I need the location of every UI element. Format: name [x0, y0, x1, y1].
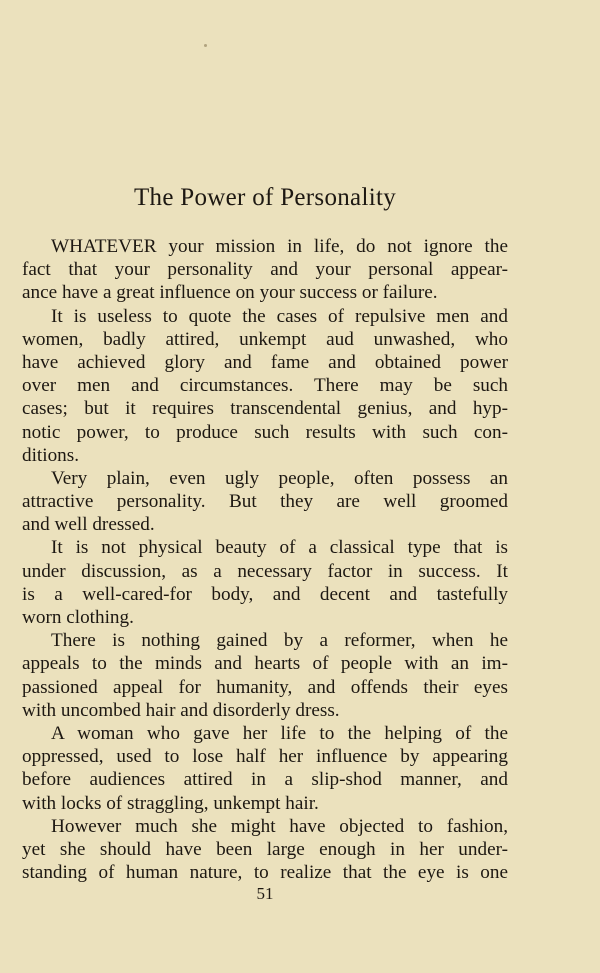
opening-word: WHATEVER [51, 236, 157, 257]
text-line: yet she should have been large enough in her under- [22, 838, 508, 860]
text-line: and well dressed. [22, 514, 155, 536]
text-line: with locks of straggling, unkempt hair. [22, 792, 319, 814]
chapter-title: The Power of Personality [133, 184, 396, 211]
scan-speck [204, 44, 207, 47]
text-line: cases; but it requires transcendental genius, and hyp- [22, 398, 508, 420]
text-line [22, 235, 508, 258]
text-line: Very plain, even ugly people, often possess an [51, 467, 508, 489]
text-line: ditions. [22, 444, 80, 466]
text-line: over men and circumstances. There may be such [22, 375, 508, 397]
text-line: A woman who gave her life to the helping of the [51, 722, 508, 744]
text-line: have achieved glory and fame and obtained power [22, 351, 508, 373]
text-line: worn clothing. [22, 607, 134, 628]
text-line: However much she might have objected to fashion, [51, 815, 508, 837]
text-line: standing of human nature, to realize that the eye is one [22, 862, 508, 884]
text-line: fact that your personality and your personal appear- [22, 259, 508, 281]
text-line: ance have a great influence on your success or failure. [22, 282, 438, 304]
text-line: attractive personality. But they are well groomed [22, 491, 508, 513]
page-number: 51 [256, 884, 274, 903]
text-line: It is not physical beauty of a classical type that is [51, 537, 508, 559]
line-text: your mission in life, do not ignore the [168, 236, 509, 257]
text-line: oppressed, used to lose half her influence by appearing [22, 746, 508, 768]
text-line: passioned appeal for humanity, and offends their eyes [22, 676, 508, 698]
text-line: is a well-cared-for body, and decent and tastefully [22, 583, 508, 605]
text-line: before audiences attired in a slip-shod manner, and [22, 769, 508, 791]
text-line: under discussion, as a necessary factor in success. It [22, 560, 508, 582]
body-text [22, 235, 508, 884]
text-line: women, badly attired, unkempt aud unwashed, who [22, 328, 508, 350]
text-line: It is useless to quote the cases of repulsive men and [51, 305, 508, 327]
text-line: notic power, to produce such results with such con- [22, 421, 508, 443]
text-line: with uncombed hair and disorderly dress. [22, 699, 340, 721]
text-line: appeals to the minds and hearts of people with an im- [22, 653, 508, 675]
text-line: There is nothing gained by a reformer, when he [51, 630, 508, 652]
